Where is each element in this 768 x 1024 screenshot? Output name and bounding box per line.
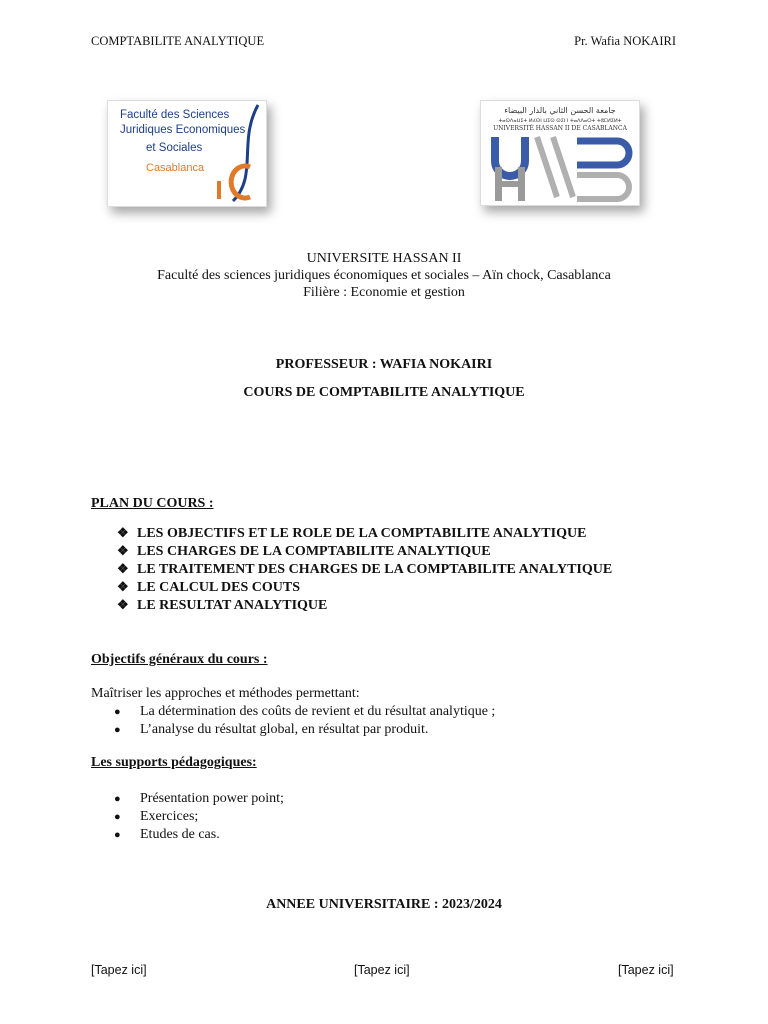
- objective-item-label: L’analyse du résultat global, en résultat par produit.: [140, 722, 429, 737]
- plan-item: [117, 560, 612, 578]
- uh2-logo: [480, 100, 640, 206]
- header-right: Pr. Wafia NOKAIRI: [574, 34, 676, 48]
- uh2-tifinagh: ⵜⴰⵙⴷⴰⵡⵉⵜ ⵍⵃⵙⵏ ⵡⵉⵙ ⵙⵉⵏ ⵏ ⵜⴰⴷⴷⴰⵔⵜ ⵜⵓⵎⵍⵉⵍⵜ: [498, 118, 622, 124]
- faculty-name: Faculté des sciences juridiques économiques et sociales – Aïn chock, Casablanca: [157, 268, 611, 283]
- bullet-icon: ●: [114, 724, 121, 736]
- uh2-latin: UNIVERSITÉ HASSAN II DE CASABLANCA: [493, 125, 627, 132]
- university-name: UNIVERSITE HASSAN II: [306, 251, 462, 266]
- diamond-bullet-icon: ❖: [117, 543, 129, 558]
- diamond-bullet-icon: ❖: [117, 579, 129, 594]
- plan-item: [117, 542, 612, 560]
- support-item: [91, 808, 284, 826]
- support-item: [91, 790, 284, 808]
- supports-list: [91, 790, 284, 844]
- fsjes-logo-line3: et Sociales: [146, 142, 203, 154]
- fsjes-logo-line4: Casablanca: [146, 162, 205, 174]
- footer-center[interactable]: [Tapez ici]: [354, 963, 410, 977]
- objective-item: [91, 703, 495, 721]
- objective-item-label: La détermination des coûts de revient et du résultat analytique ;: [140, 704, 496, 719]
- uh2-arabic: جامعة الحسن الثاني بالدار البيضاء: [504, 106, 616, 115]
- plan-item-label: LES OBJECTIFS ET LE ROLE DE LA COMPTABILITE ANALYTIQUE: [137, 526, 587, 541]
- bullet-icon: ●: [114, 706, 121, 718]
- objectives-intro: Maîtriser les approches et méthodes permettant:: [91, 686, 360, 701]
- plan-item-label: LE CALCUL DES COUTS: [137, 580, 300, 595]
- plan-item: [117, 596, 612, 614]
- support-item-label: Etudes de cas.: [140, 827, 220, 842]
- footer-left[interactable]: [Tapez ici]: [91, 963, 147, 977]
- diamond-bullet-icon: ❖: [117, 597, 129, 612]
- filiere: Filière : Economie et gestion: [303, 285, 465, 300]
- bullet-icon: ●: [114, 811, 121, 823]
- support-item-label: Exercices;: [140, 809, 199, 824]
- support-item-label: Présentation power point;: [140, 791, 284, 806]
- diamond-bullet-icon: ❖: [117, 561, 129, 576]
- fsjes-logo-line2: Juridiques Economiques: [120, 124, 246, 136]
- supports-title: Les supports pédagogiques:: [91, 755, 257, 770]
- course-title: COURS DE COMPTABILITE ANALYTIQUE: [243, 385, 525, 400]
- objectives-list: [91, 703, 495, 739]
- academic-year: ANNEE UNIVERSITAIRE : 2023/2024: [266, 897, 502, 912]
- plan-title: PLAN DU COURS :: [91, 496, 214, 511]
- bullet-icon: ●: [114, 829, 121, 841]
- support-item: [91, 826, 284, 844]
- plan-item-label: LE TRAITEMENT DES CHARGES DE LA COMPTABILITE ANALYTIQUE: [137, 562, 613, 577]
- plan-item-label: LE RESULTAT ANALYTIQUE: [137, 598, 328, 613]
- plan-list: [117, 524, 612, 614]
- objective-item: [91, 721, 495, 739]
- plan-item: [117, 524, 612, 542]
- bullet-icon: ●: [114, 793, 121, 805]
- objectives-title: Objectifs généraux du cours :: [91, 652, 268, 667]
- plan-item-label: LES CHARGES DE LA COMPTABILITE ANALYTIQUE: [137, 544, 491, 559]
- uh2-logo-graphic: [481, 101, 639, 205]
- plan-item: [117, 578, 612, 596]
- fsjes-logo-line1: Faculté des Sciences: [120, 109, 230, 121]
- diamond-bullet-icon: ❖: [117, 525, 129, 540]
- header-left: COMPTABILITE ANALYTIQUE: [91, 34, 265, 48]
- fsjes-logo: [107, 100, 267, 207]
- footer-right[interactable]: [Tapez ici]: [618, 963, 674, 977]
- professor-line: PROFESSEUR : WAFIA NOKAIRI: [275, 357, 493, 372]
